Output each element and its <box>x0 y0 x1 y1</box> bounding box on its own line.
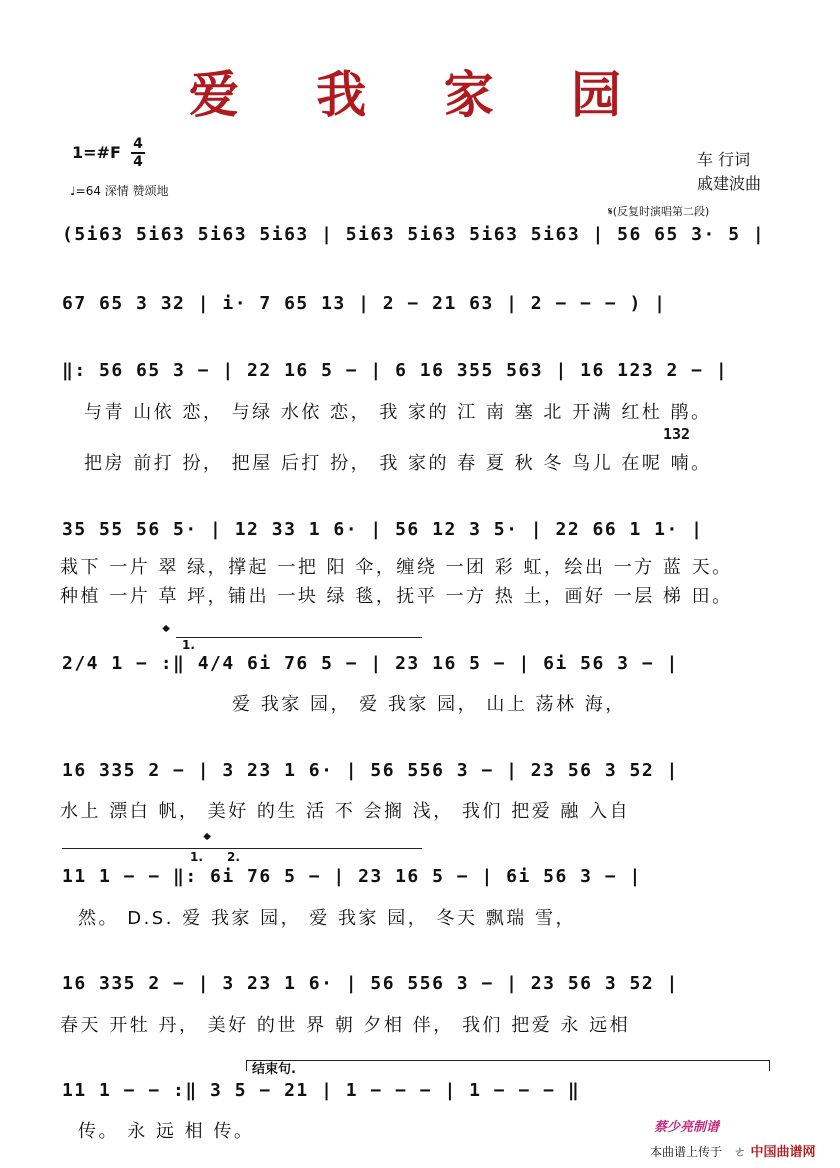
score-row-7-notes: 11 1 − − ‖: 6i 76 5 − | 23 16 5 − | 6i 56 3 − | <box>62 866 642 887</box>
composer-credit: 戚建波曲 <box>697 174 762 193</box>
score-row-4-notes: 35 55 56 5· | 12 33 1 6· | 56 12 3 5· | 22 66 1 1· | <box>62 519 704 540</box>
volta-2-bracket <box>62 848 422 849</box>
score-row-3-notes: ‖: 56 65 3 − | 22 16 5 − | 6 16 355 563 | 16 123 2 − | <box>62 360 729 381</box>
score-title: 爱 我 家 园 <box>188 65 652 124</box>
score-row-4-lyric-verse2: 种植 一片 草 坪，铺出 一块 绿 毯，抚平 一方 热 土，画好 一层 梯 田。 <box>60 586 733 607</box>
lyricist-credit: 车 行词 <box>697 150 751 169</box>
score-row-2-notes: 67 65 3 32 | i· 7 65 13 | 2 − 21 63 | 2 − − − ) | <box>62 293 667 314</box>
time-signature <box>131 137 145 169</box>
site-logo[interactable] <box>734 1141 816 1160</box>
score-row-9-notes: 11 1 − − :‖ 3 5 − 21 | 1 − − − | 1 − − − ‖ <box>62 1080 581 1101</box>
repeat-instruction: 𝄋(反复时演唱第二段) <box>608 205 710 218</box>
coda-sign-1: 𝄌 <box>163 622 170 643</box>
score-row-5-lyric: 爱 我家 园， 爱 我家 园， 山上 荡林 海， <box>232 694 626 715</box>
transcriber-signature: 蔡少亮制谱 <box>654 1120 720 1135</box>
score-row-3-lyric-verse2: 把房 前打 扮， 把屋 后打 扮， 我 家的 春 夏 秋 冬 鸟儿 在呢 喃。 <box>84 453 712 474</box>
score-row-8-notes: 16 335 2 − | 3 23 1 6· | 56 556 3 − | 23 56 3 52 | <box>62 973 679 994</box>
score-row-6-lyric: 水上 漂白 帆， 美好 的生 活 不 会搁 浅， 我们 把爱 融 入自 <box>60 801 631 822</box>
ornament-notes: 132 <box>663 425 691 443</box>
score-row-4-lyric-verse1: 栽下 一片 翠 绿，撑起 一把 阳 伞，缠绕 一团 彩 虹，绘出 一方 蓝 天。 <box>60 557 733 578</box>
coda-sign-2: 𝄌 <box>204 830 211 851</box>
ending-bracket <box>246 1060 770 1071</box>
score-row-7-lyric: 然。 D.S. 爱 我家 园， 爱 我家 园， 冬天 飘瑞 雪， <box>78 908 576 929</box>
score-row-1-notes: (5i63 5i63 5i63 5i63 | 5i63 5i63 5i63 5i63 | 56 65 3· 5 | <box>62 224 766 245</box>
ending-label: 结束句. <box>252 1062 296 1077</box>
key-signature: 1=#F <box>72 143 121 162</box>
volta-1-label: 1. <box>182 638 195 652</box>
score-row-3-lyric-verse1: 与青 山依 恋， 与绿 水依 恋， 我 家的 江 南 塞 北 开满 红杜 鹃。 <box>84 402 712 423</box>
upload-notice: 本曲谱上传于 <box>650 1145 723 1159</box>
volta-2-label: 2. <box>227 850 240 864</box>
score-row-9-lyric: 传。 永 远 相 传。 <box>78 1121 255 1142</box>
volta-1b-label: 1. <box>190 850 203 864</box>
time-denominator: 4 <box>133 154 143 170</box>
volta-1-bracket <box>176 637 422 638</box>
score-row-5-notes: 2/4 1 − :‖ 4/4 6i 76 5 − | 23 16 5 − | 6i 56 3 − | <box>62 653 679 674</box>
site-logo-text: 中国曲谱网 <box>750 1145 816 1160</box>
score-row-6-notes: 16 335 2 − | 3 23 1 6· | 56 556 3 − | 23 56 3 52 | <box>62 760 679 781</box>
score-row-8-lyric: 春天 开牡 丹， 美好 的世 界 朝 夕相 伴， 我们 把爱 永 远相 <box>60 1015 631 1036</box>
tempo-marking: ♩=64 深情 赞颂地 <box>70 184 169 198</box>
time-numerator: 4 <box>131 137 145 154</box>
site-logo-mark: ㄜ <box>734 1145 747 1159</box>
